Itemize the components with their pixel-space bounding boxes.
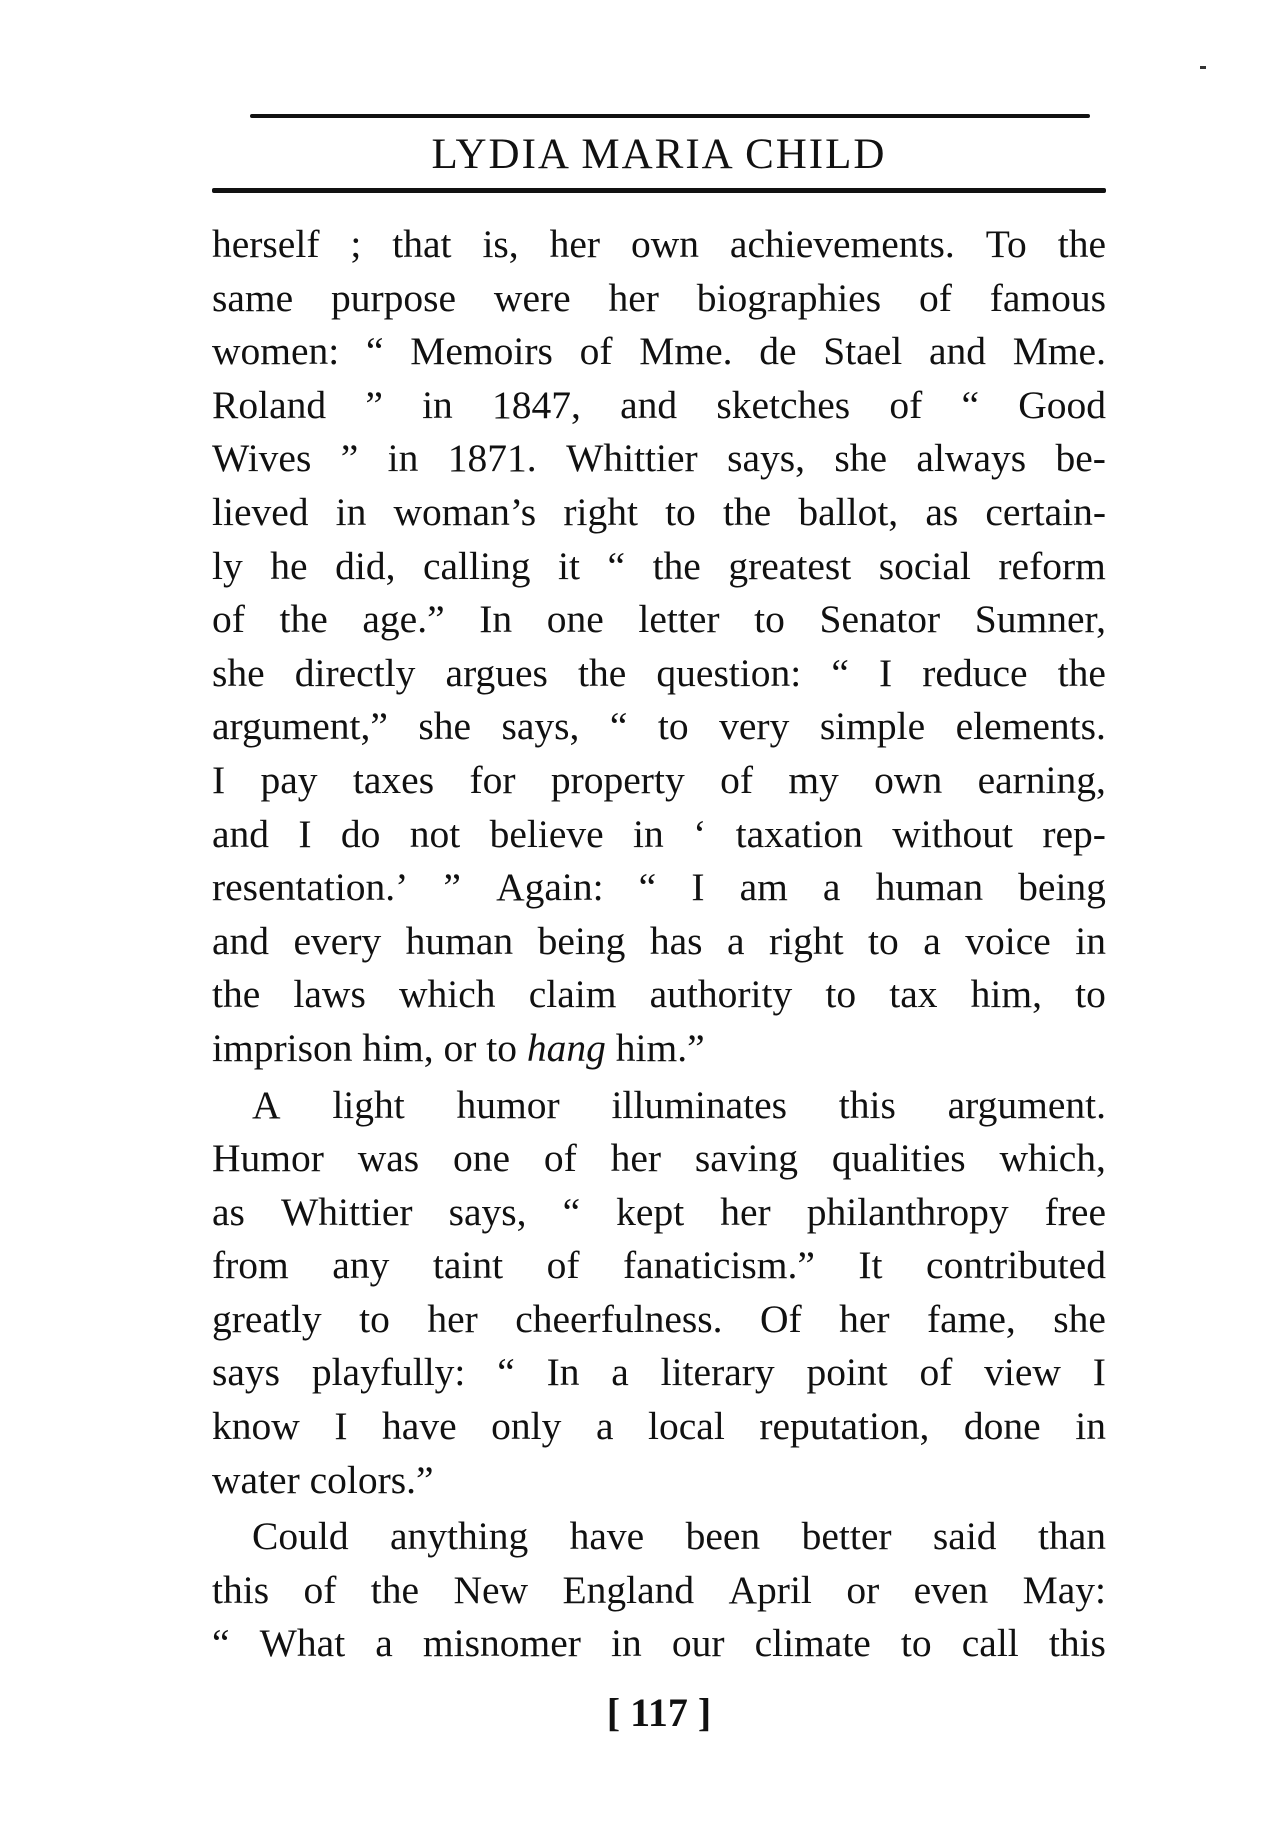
text-line: Wives ” in 1871. Whittier says, she always be- bbox=[212, 436, 1106, 481]
page-number bbox=[212, 1689, 1106, 1736]
text-line: the laws which claim authority to tax him, to bbox=[212, 972, 1106, 1017]
header-rule-bottom bbox=[212, 188, 1106, 193]
text-line-segment: him.” bbox=[615, 1025, 705, 1070]
text-line-segment: imprison him, or to bbox=[212, 1025, 518, 1070]
text-line-paragraph-start: A light humor illuminates this argument. bbox=[252, 1082, 1106, 1127]
text-line: this of the New England April or even May: bbox=[212, 1567, 1106, 1612]
text-line: Roland ” in 1847, and sketches of “ Good bbox=[212, 382, 1106, 427]
text-line: as Whittier says, “ kept her philanthropy free bbox=[212, 1189, 1106, 1234]
text-line: she directly argues the question: “ I reduce the bbox=[212, 650, 1106, 695]
text-line: I pay taxes for property of my own earning, bbox=[212, 757, 1106, 802]
running-head: LYDIA MARIA CHILD bbox=[431, 131, 887, 178]
print-speck bbox=[1200, 66, 1206, 69]
text-line: ly he did, calling it “ the greatest social reform bbox=[212, 543, 1106, 588]
text-line: Humor was one of her saving qualities which, bbox=[212, 1136, 1106, 1181]
header-rule-top bbox=[250, 114, 1090, 118]
text-line-paragraph-end bbox=[212, 1022, 1106, 1076]
text-line: “ What a misnomer in our climate to call this bbox=[212, 1621, 1106, 1666]
text-line: and I do not believe in ‘ taxation without rep- bbox=[212, 811, 1106, 856]
body-text bbox=[212, 218, 1106, 1671]
text-line: argument,” she says, “ to very simple elements. bbox=[212, 704, 1106, 749]
text-line-paragraph-start: Could anything have been better said than bbox=[252, 1514, 1106, 1559]
text-line: and every human being has a right to a voice in bbox=[212, 918, 1106, 963]
text-line: from any taint of fanaticism.” It contributed bbox=[212, 1243, 1106, 1288]
text-line: women: “ Memoirs of Mme. de Stael and Mme. bbox=[212, 329, 1106, 374]
page-number-text: [ 117 ] bbox=[606, 1690, 712, 1735]
text-line: greatly to her cheerfulness. Of her fame, she bbox=[212, 1296, 1106, 1341]
text-line: know I have only a local reputation, done in bbox=[212, 1404, 1106, 1449]
text-line: of the age.” In one letter to Senator Sumner, bbox=[212, 597, 1106, 642]
text-line: same purpose were her biographies of famous bbox=[212, 275, 1106, 320]
text-line-paragraph-end: water colors.” bbox=[212, 1457, 434, 1502]
italic-emphasis: hang bbox=[526, 1025, 606, 1070]
text-line: says playfully: “ In a literary point of view I bbox=[212, 1350, 1106, 1395]
text-line: herself ; that is, her own achievements. To the bbox=[212, 222, 1106, 266]
text-line: lieved in woman’s right to the ballot, as certain- bbox=[212, 489, 1106, 534]
text-line: resentation.’ ” Again: “ I am a human being bbox=[212, 865, 1106, 910]
